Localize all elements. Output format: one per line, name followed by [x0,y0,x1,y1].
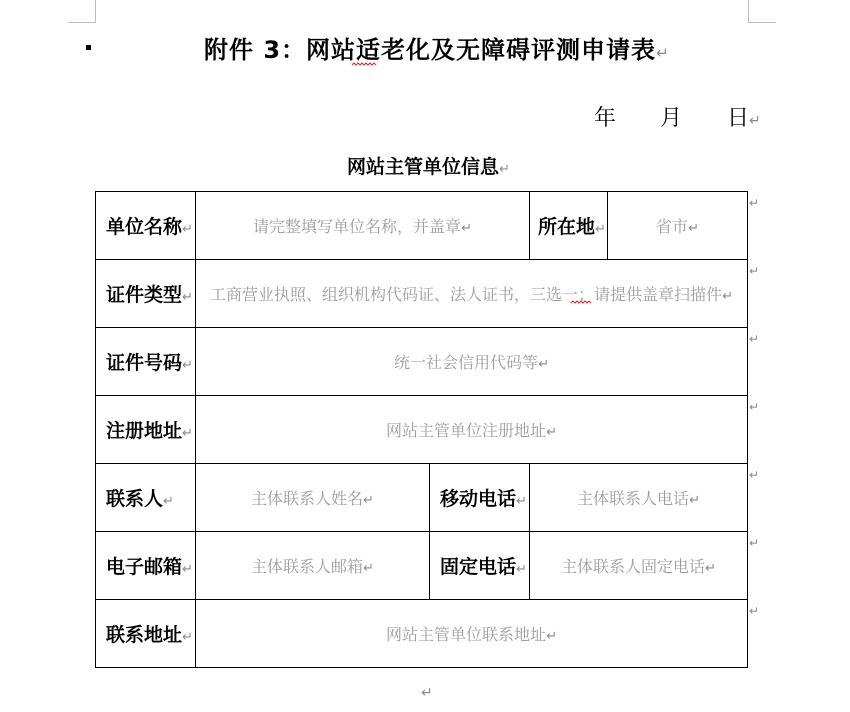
mobile-phone-hint: 主体联系人电话 [577,489,690,508]
contact-person-label-cell [96,464,196,532]
paragraph-format-marker [86,45,91,50]
crop-mark-top-right-horizontal [748,22,776,23]
paragraph-mark: ↵ [595,222,606,237]
spellcheck-squiggle [571,300,591,304]
email-label-cell [96,532,196,600]
certificate-number-field[interactable] [196,328,748,396]
table-row-registered-address [96,396,748,464]
email-hint: 主体联系人邮箱 [251,557,364,576]
landline-label-cell [430,532,530,600]
table-row-email [96,532,748,600]
paragraph-mark: ↵ [363,493,374,508]
certificate-type-hint: 工商营业执照、组织机构代码证、法人证书，三选一；请提供盖章扫描件 [210,285,723,304]
contact-address-label-cell [96,600,196,668]
table-row-contact-address [96,600,748,668]
certificate-type-field[interactable] [196,260,748,328]
crop-mark-top-right-vertical [748,0,749,22]
table-row-contact-person [96,464,748,532]
contact-address-label: 联系地址 [106,624,183,646]
contact-person-field[interactable] [196,464,430,532]
mobile-phone-label: 移动电话 [440,488,517,510]
email-field[interactable] [196,532,430,600]
row-end-mark: ↵ [749,400,760,414]
location-label: 所在地 [538,216,596,238]
contact-person-label: 联系人 [106,488,164,510]
contact-address-field[interactable] [196,600,748,668]
paragraph-mark: ↵ [656,44,669,62]
mobile-phone-field[interactable] [530,464,748,532]
unit-name-field[interactable] [196,192,530,260]
paragraph-mark: ↵ [722,289,733,304]
certificate-number-hint: 统一社会信用代码等 [394,353,539,372]
spellcheck-squiggle [352,62,376,66]
crop-mark-top-left-horizontal [68,22,96,23]
paragraph-mark: ↵ [182,630,193,645]
landline-hint: 主体联系人固定电话 [561,557,706,576]
paragraph-mark: ↵ [749,113,761,129]
contact-address-hint: 网站主管单位联系地址 [386,625,547,644]
section-title[interactable] [347,155,510,182]
row-end-mark: ↵ [749,264,760,278]
date-line[interactable] [594,106,761,134]
paragraph-mark: ↵ [546,425,557,440]
date-day: 日 [727,106,750,131]
paragraph-mark: ↵ [182,426,193,441]
paragraph-mark: ↵ [182,358,193,373]
email-label: 电子邮箱 [106,556,183,578]
date-month: 月 [660,106,683,131]
landline-field[interactable] [530,532,748,600]
location-label-cell [530,192,608,260]
crop-mark-top-left-vertical [95,0,96,22]
date-year: 年 [594,106,617,131]
paragraph-mark: ↵ [688,221,699,236]
unit-info-table [95,191,748,668]
paragraph-mark: ↵ [546,629,557,644]
registered-address-label: 注册地址 [106,420,183,442]
unit-name-label: 单位名称 [106,216,183,238]
registered-address-label-cell [96,396,196,464]
registered-address-field[interactable] [196,396,748,464]
certificate-number-label-cell [96,328,196,396]
paragraph-mark: ↵ [363,561,374,576]
row-end-mark: ↵ [749,604,760,618]
row-end-mark: ↵ [749,332,760,346]
registered-address-hint: 网站主管单位注册地址 [386,421,547,440]
paragraph-mark: ↵ [163,494,174,509]
landline-label: 固定电话 [440,556,517,578]
paragraph-mark: ↵ [516,494,527,509]
table-row-certificate-type [96,260,748,328]
certificate-type-label: 证件类型 [106,284,183,306]
paragraph-mark: ↵ [182,290,193,305]
location-field[interactable] [608,192,748,260]
paragraph-mark: ↵ [182,222,193,237]
location-hint: 省市 [656,217,689,236]
row-end-mark: ↵ [749,468,760,482]
unit-name-label-cell [96,192,196,260]
document-title[interactable] [204,35,669,68]
table-row-certificate-number [96,328,748,396]
paragraph-mark: ↵ [499,162,510,177]
unit-name-hint: 请完整填写单位名称，并盖章 [253,217,462,236]
row-end-mark: ↵ [749,196,760,210]
section-title-text: 网站主管单位信息 [347,156,500,178]
contact-person-hint: 主体联系人姓名 [251,489,364,508]
paragraph-mark: ↵ [689,493,700,508]
table-row-unit-name [96,192,748,260]
certificate-type-label-cell [96,260,196,328]
paragraph-mark: ↵ [182,562,193,577]
paragraph-mark: ↵ [705,561,716,576]
mobile-phone-label-cell [430,464,530,532]
row-end-mark: ↵ [749,536,760,550]
certificate-number-label: 证件号码 [106,352,183,374]
paragraph-mark: ↵ [516,562,527,577]
document-title-text: 附件 3：网站适老化及无障碍评测申请表 [204,36,657,64]
paragraph-mark: ↵ [538,357,549,372]
paragraph-mark: ↵ [461,221,472,236]
trailing-paragraph-mark[interactable]: ↵ [421,685,433,701]
